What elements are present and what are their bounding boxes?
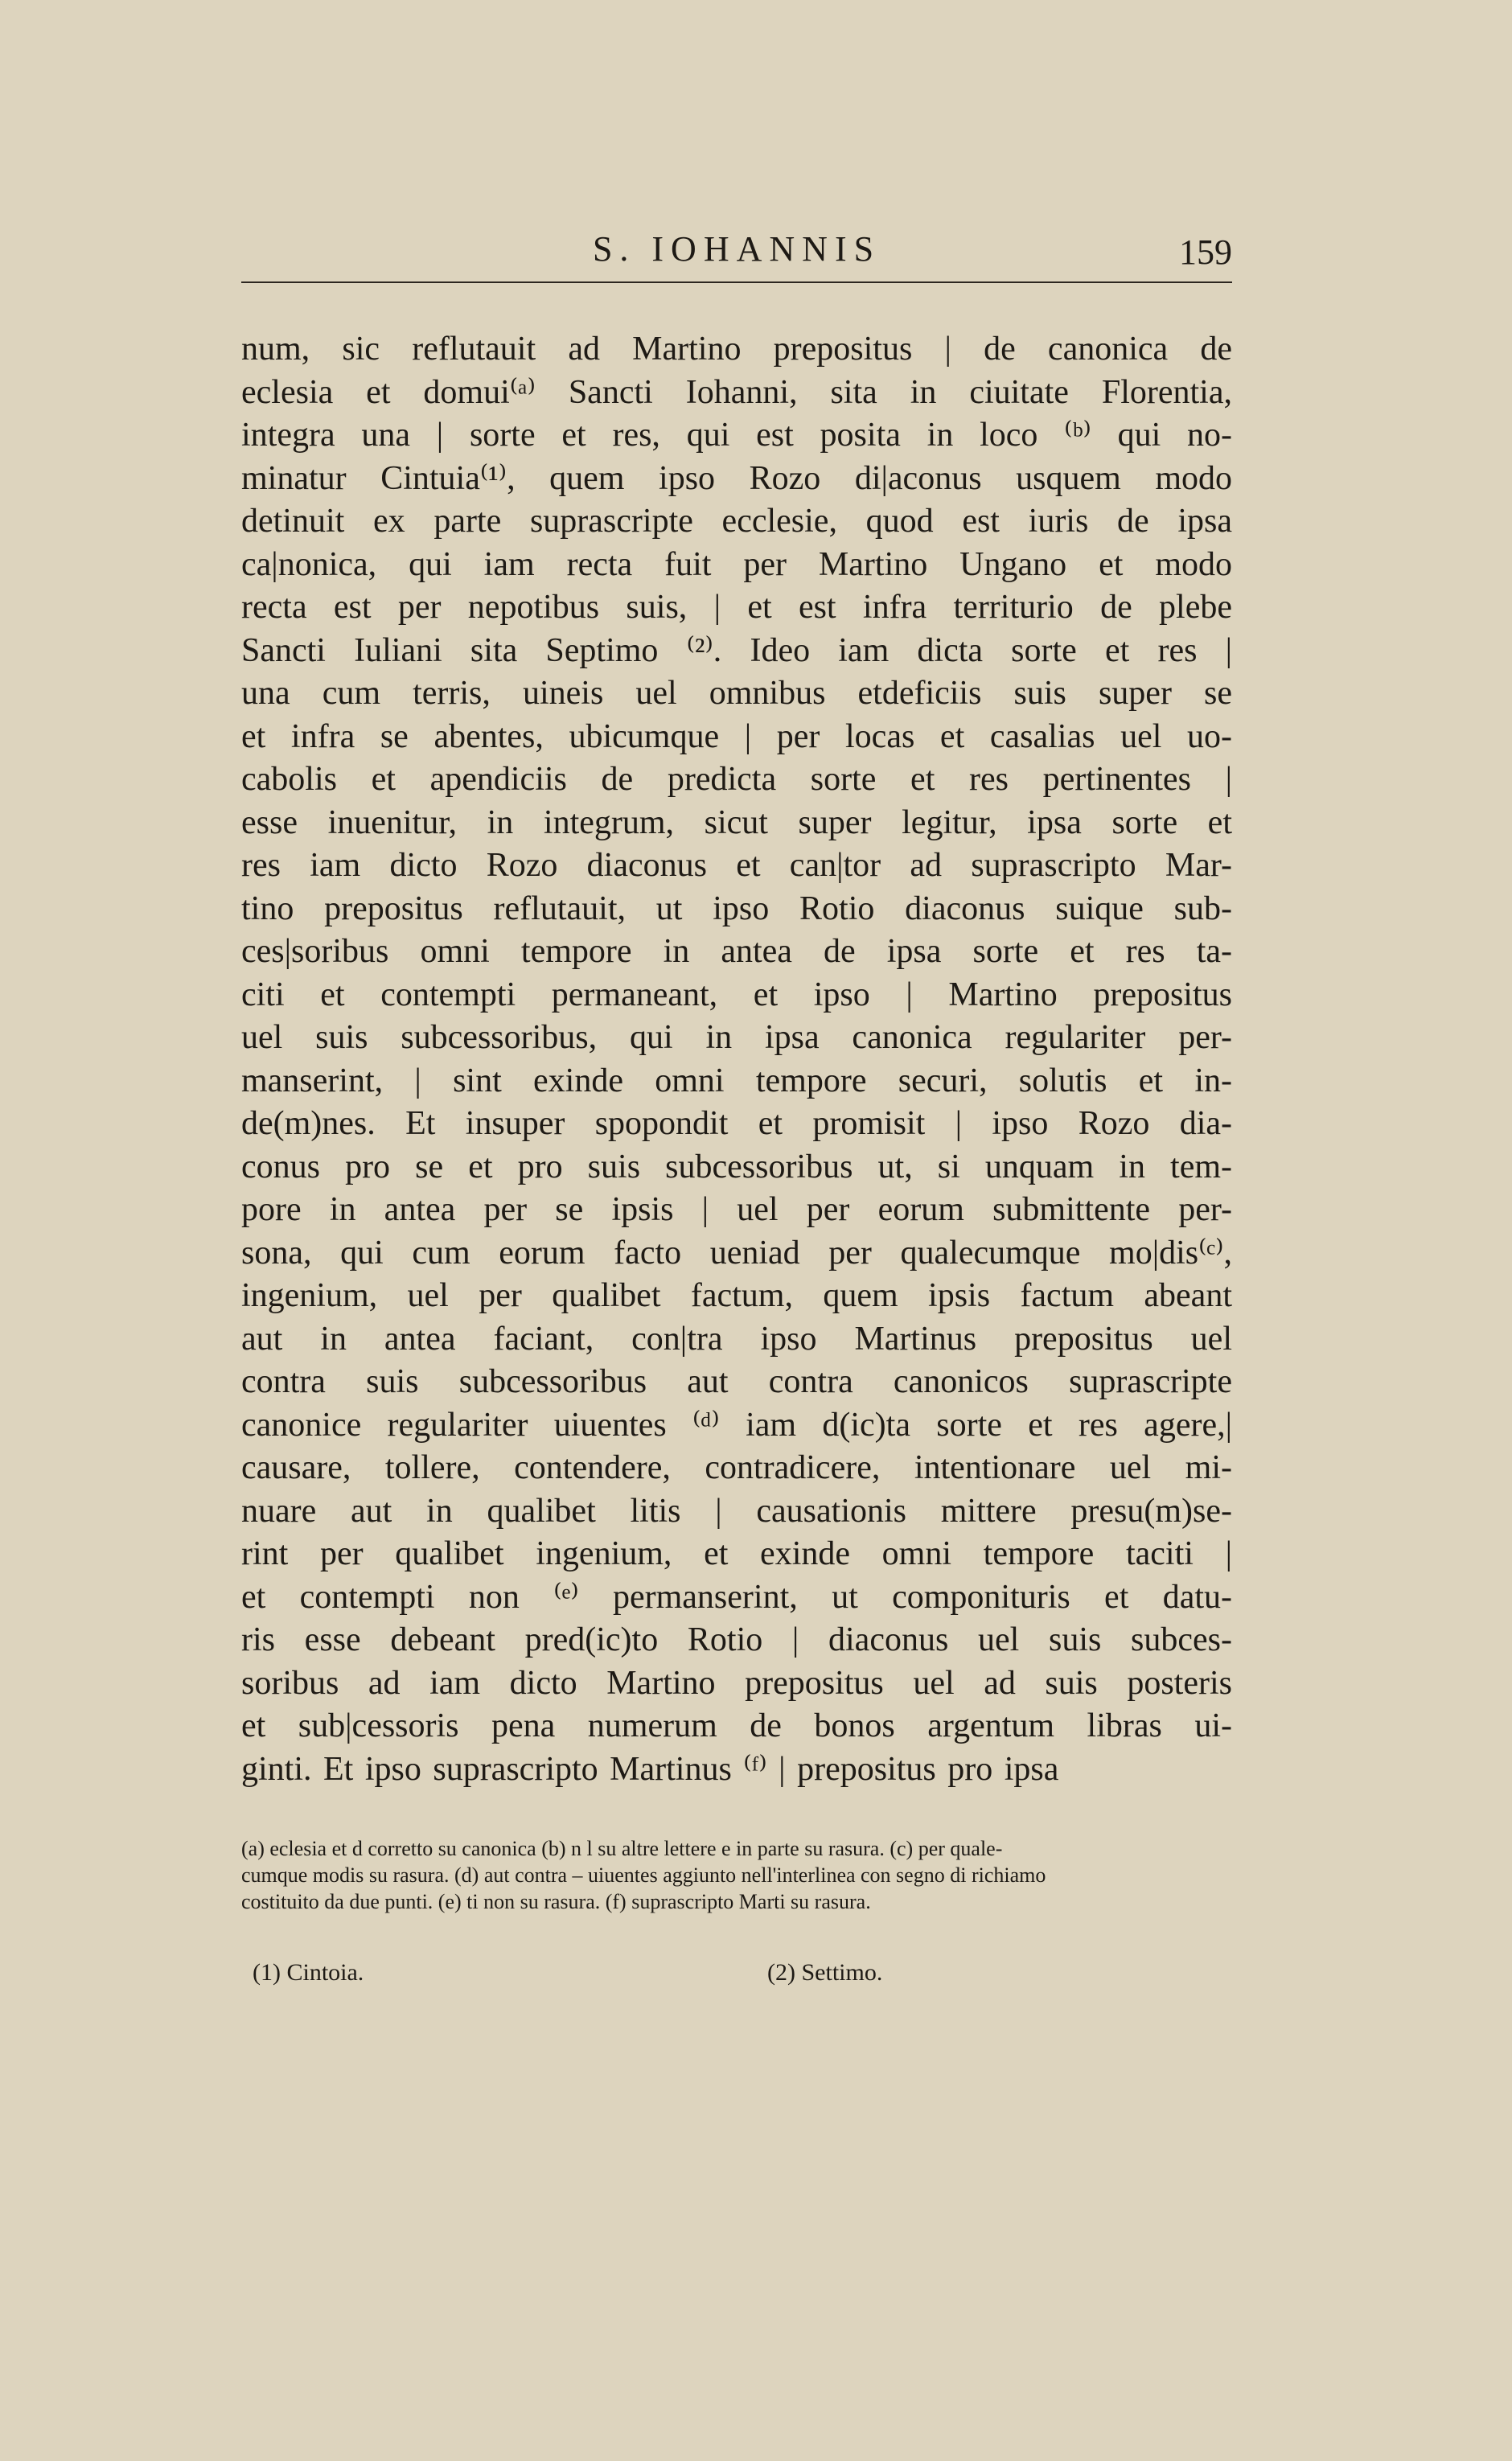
text-line: citi et contempti permaneant, et ipso | Martino prepositus	[241, 976, 1232, 1013]
text-line: et sub|cessoris pena numerum de bonos argentum libras ui-	[241, 1707, 1232, 1744]
text-line: ris esse debeant pred(ic)to Rotio | diaconus uel suis subces-	[241, 1621, 1232, 1658]
text-line: res iam dicto Rozo diaconus et can|tor ad suprascripto Mar-	[241, 847, 1232, 884]
text-line: ca|nonica, qui iam recta fuit per Martino Ungano et modo	[241, 545, 1232, 583]
text-line: rint per qualibet ingenium, et exinde omni tempore taciti |	[241, 1535, 1232, 1572]
text-line: et contempti non ⁽ᵉ⁾ permanserint, ut componituris et datu-	[241, 1578, 1232, 1616]
reference-note: (1) Cintoia.	[253, 1959, 364, 1986]
page-header	[241, 228, 1232, 286]
text-line: de(m)nes. Et insuper spopondit et promisit | ipso Rozo dia-	[241, 1105, 1232, 1142]
text-line: et infra se abentes, ubicumque | per locas et casalias uel uo-	[241, 717, 1232, 755]
text-line: pore in antea per se ipsis | uel per eorum submittente per-	[241, 1191, 1232, 1228]
text-line: una cum terris, uineis uel omnibus etdeficiis suis super se	[241, 675, 1232, 712]
critical-apparatus	[241, 1835, 1232, 1915]
text-line: ginti. Et ipso suprascripto Martinus ⁽ᶠ⁾ | prepositus pro ipsa	[241, 1750, 1059, 1788]
apparatus-line: costituito da due punti. (e) ti non su rasura. (f) suprascripto Marti su rasura.	[241, 1890, 871, 1913]
text-line: recta est per nepotibus suis, | et est infra territurio de plebe	[241, 589, 1232, 626]
text-line: aut in antea faciant, con|tra ipso Martinus prepositus uel	[241, 1320, 1232, 1358]
apparatus-line: cumque modis su rasura. (d) aut contra – uiuentes aggiunto nell'interlinea con segno di richiamo	[241, 1863, 1046, 1887]
page-number: 159	[1179, 232, 1232, 272]
text-line: uel suis subcessoribus, qui in ipsa canonica regulariter per-	[241, 1019, 1232, 1056]
text-line: detinuit ex parte suprascripte ecclesie, quod est iuris de ipsa	[241, 503, 1232, 540]
text-line: nuare aut in qualibet litis | causationis mittere presu(m)se-	[241, 1492, 1232, 1530]
main-text	[241, 328, 1232, 1791]
text-line: contra suis subcessoribus aut contra canonicos suprascripte	[241, 1363, 1232, 1400]
running-title: S. IOHANNIS	[592, 229, 881, 269]
text-line: soribus ad iam dicto Martino prepositus uel ad suis posteris	[241, 1664, 1232, 1702]
text-line: minatur Cintuia⁽¹⁾, quem ipso Rozo di|aconus usquem modo	[241, 459, 1232, 497]
text-line: ces|soribus omni tempore in antea de ipsa sorte et res ta-	[241, 933, 1232, 970]
text-line: esse inuenitur, in integrum, sicut super legitur, ipsa sorte et	[241, 803, 1232, 841]
header-rule	[241, 281, 1232, 283]
apparatus-line: (a) eclesia et d corretto su canonica (b) n l su altre lettere e in parte su rasura. (c) per quale-	[241, 1837, 1003, 1860]
text-line: eclesia et domui⁽ᵃ⁾ Sancti Iohanni, sita in ciuitate Florentia,	[241, 373, 1232, 411]
reference-notes	[253, 1959, 1137, 1999]
text-line: tino prepositus reflutauit, ut ipso Rotio diaconus suique sub-	[241, 889, 1232, 927]
text-line: canonice regulariter uiuentes ⁽ᵈ⁾ iam d(ic)ta sorte et res agere,|	[241, 1406, 1232, 1444]
reference-note: (2) Settimo.	[767, 1959, 883, 1986]
text-line: sona, qui cum eorum facto ueniad per qualecumque mo|dis⁽ᶜ⁾,	[241, 1234, 1232, 1272]
text-line: num, sic reflutauit ad Martino prepositus | de canonica de	[241, 331, 1232, 368]
text-line: cabolis et apendiciis de predicta sorte et res pertinentes |	[241, 761, 1232, 798]
text-line: ingenium, uel per qualibet factum, quem ipsis factum abeant	[241, 1277, 1232, 1314]
text-line: integra una | sorte et res, qui est posita in loco ⁽ᵇ⁾ qui no-	[241, 417, 1232, 454]
text-line: Sancti Iuliani sita Septimo ⁽²⁾. Ideo iam dicta sorte et res |	[241, 631, 1232, 669]
text-line: causare, tollere, contendere, contradicere, intentionare uel mi-	[241, 1449, 1232, 1486]
text-line: manserint, | sint exinde omni tempore securi, solutis et in-	[241, 1062, 1232, 1099]
text-line: conus pro se et pro suis subcessoribus ut, si unquam in tem-	[241, 1148, 1232, 1185]
